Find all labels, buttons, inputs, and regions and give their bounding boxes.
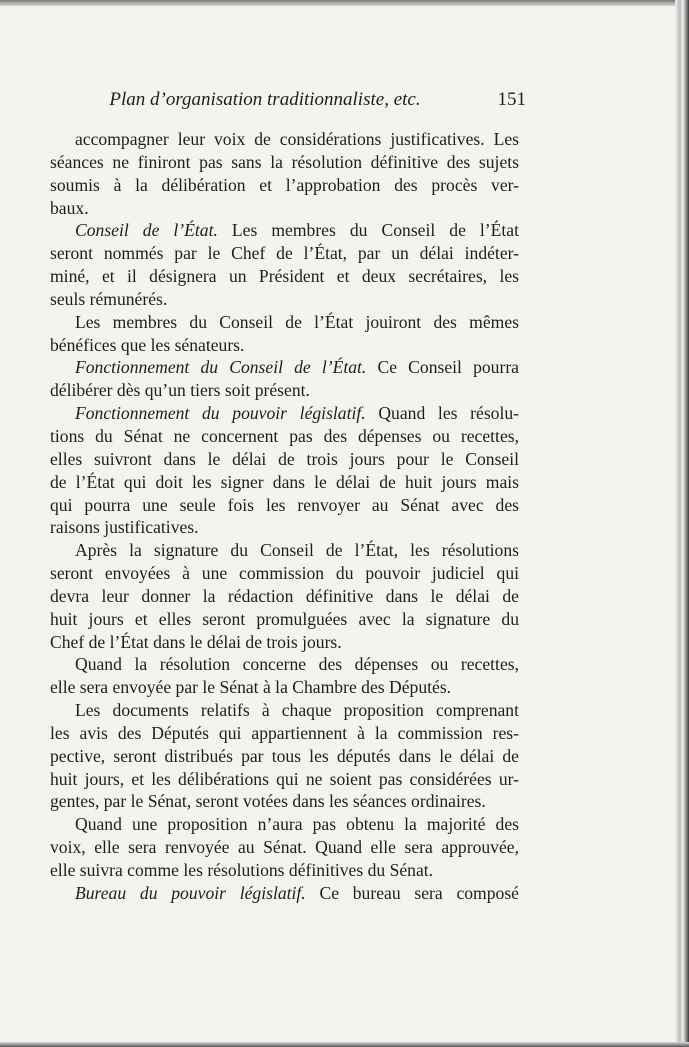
running-title: Plan d’organisation traditionnaliste, etc. xyxy=(109,89,421,110)
text-line xyxy=(50,516,519,539)
line-text: Les membres du Conseil de l’État xyxy=(217,220,519,241)
line-text: de l’État qui doit les signer dans le délai de huit jours mais xyxy=(50,471,519,492)
text-line xyxy=(50,745,519,768)
line-text: huit jours et elles seront promulguées avec la signature du xyxy=(50,608,519,629)
paragraph xyxy=(50,311,519,357)
text-line xyxy=(50,334,519,357)
text-line xyxy=(50,722,519,745)
line-text: seuls rémunérés. xyxy=(50,288,168,309)
line-text: pective, seront distribués par tous les députés dans le délai de xyxy=(50,745,519,766)
text-line xyxy=(50,562,519,585)
line-text: seront envoyées à une commission du pouvoir judiciel qui xyxy=(50,563,519,584)
text-line xyxy=(50,676,519,699)
text-line xyxy=(50,790,519,813)
line-text: délibérer dès qu’un tiers soit présent. xyxy=(50,380,310,401)
text-line xyxy=(50,768,519,791)
text-line xyxy=(50,699,519,722)
line-text: bénéfices que les sénateurs. xyxy=(50,334,245,355)
text-line xyxy=(50,859,519,882)
line-text: baux. xyxy=(50,197,89,218)
line-text: qui pourra une seule fois les renvoyer au Sénat avec des xyxy=(50,494,519,515)
paragraph xyxy=(50,653,519,699)
page-top-edge xyxy=(0,0,689,6)
text-line xyxy=(50,379,519,402)
text-line xyxy=(50,653,519,676)
paragraph xyxy=(50,356,519,402)
paragraph xyxy=(50,539,519,653)
line-text: Les membres du Conseil de l’État jouiront des mêmes xyxy=(75,311,519,332)
line-text: Quand les résolu- xyxy=(365,403,520,424)
line-text: seront nommés par le Chef de l’État, par un délai indéter- xyxy=(50,243,519,264)
text-line xyxy=(50,425,519,448)
line-text: miné, et il désignera un Président et deux secrétaires, les xyxy=(50,266,519,287)
paragraph xyxy=(50,402,519,539)
paragraph xyxy=(50,219,519,310)
line-text: raisons justificatives. xyxy=(50,517,199,538)
text-line xyxy=(50,265,519,288)
text-line xyxy=(50,311,519,334)
paragraph xyxy=(50,813,519,882)
line-text: Quand la résolution concerne des dépenses ou recettes, xyxy=(75,654,519,675)
text-line xyxy=(50,585,519,608)
text-line xyxy=(50,836,519,859)
line-text: Ce Conseil pourra xyxy=(366,357,519,378)
line-text: elle sera envoyée par le Sénat à la Chambre des Députés. xyxy=(50,677,452,698)
text-line xyxy=(50,471,519,494)
line-text: tions du Sénat ne concernent pas des dépenses ou recettes, xyxy=(50,425,519,446)
text-line xyxy=(50,288,519,311)
line-text: voix, elle sera renvoyée au Sénat. Quand elle sera approuvée, xyxy=(50,837,519,858)
line-text: huit jours, et les délibérations qui ne soient pas considérées ur- xyxy=(50,768,519,789)
paragraph xyxy=(50,699,519,813)
text-line xyxy=(50,128,519,151)
line-text: gentes, par le Sénat, seront votées dans les séances ordinaires. xyxy=(50,791,486,812)
italic-heading: Fonctionnement du pouvoir législatif. xyxy=(75,403,366,424)
italic-heading: Bureau du pouvoir législatif. xyxy=(75,882,306,903)
text-line xyxy=(50,631,519,654)
line-text: elles suivront dans le délai de trois jours pour le Conseil xyxy=(50,448,519,469)
page-bottom-edge xyxy=(0,1042,689,1047)
page-number: 151 xyxy=(497,89,526,110)
line-text: soumis à la délibération et l’approbation des procès ver- xyxy=(50,174,519,195)
text-line xyxy=(50,242,519,265)
text-line xyxy=(50,813,519,836)
page-right-edge xyxy=(675,0,689,1047)
paragraph xyxy=(50,882,519,905)
line-text: devra leur donner la rédaction définitive dans le délai de xyxy=(50,585,519,606)
text-line xyxy=(50,608,519,631)
text-line xyxy=(50,882,519,905)
text-line xyxy=(50,151,519,174)
line-text: Quand une proposition n’aura pas obtenu la majorité des xyxy=(75,814,519,835)
line-text: Ce bureau sera composé xyxy=(305,882,519,903)
text-line xyxy=(50,356,519,379)
page-header xyxy=(50,86,526,114)
line-text: Après la signature du Conseil de l’État, les résolutions xyxy=(75,540,519,561)
line-text: elle suivra comme les résolutions définitives du Sénat. xyxy=(50,860,434,880)
paragraph xyxy=(50,128,519,219)
text-line xyxy=(50,448,519,471)
text-line xyxy=(50,539,519,562)
line-text: Chef de l’État dans le délai de trois jours. xyxy=(50,631,342,652)
text-line xyxy=(50,494,519,517)
text-line xyxy=(50,174,519,197)
italic-heading: Fonctionnement du Conseil de l’État. xyxy=(75,357,367,378)
line-text: accompagner leur voix de considérations justificatives. Les xyxy=(75,129,519,149)
line-text: Les documents relatifs à chaque proposition comprenant xyxy=(75,700,519,721)
text-line xyxy=(50,219,519,242)
line-text: les avis des Députés qui appartiennent à la commission res- xyxy=(50,722,519,743)
text-line xyxy=(50,402,519,425)
italic-heading: Conseil de l’État. xyxy=(75,220,218,241)
text-line xyxy=(50,197,519,220)
line-text: séances ne finiront pas sans la résolution définitive des sujets xyxy=(50,151,519,172)
body-text xyxy=(50,128,519,905)
